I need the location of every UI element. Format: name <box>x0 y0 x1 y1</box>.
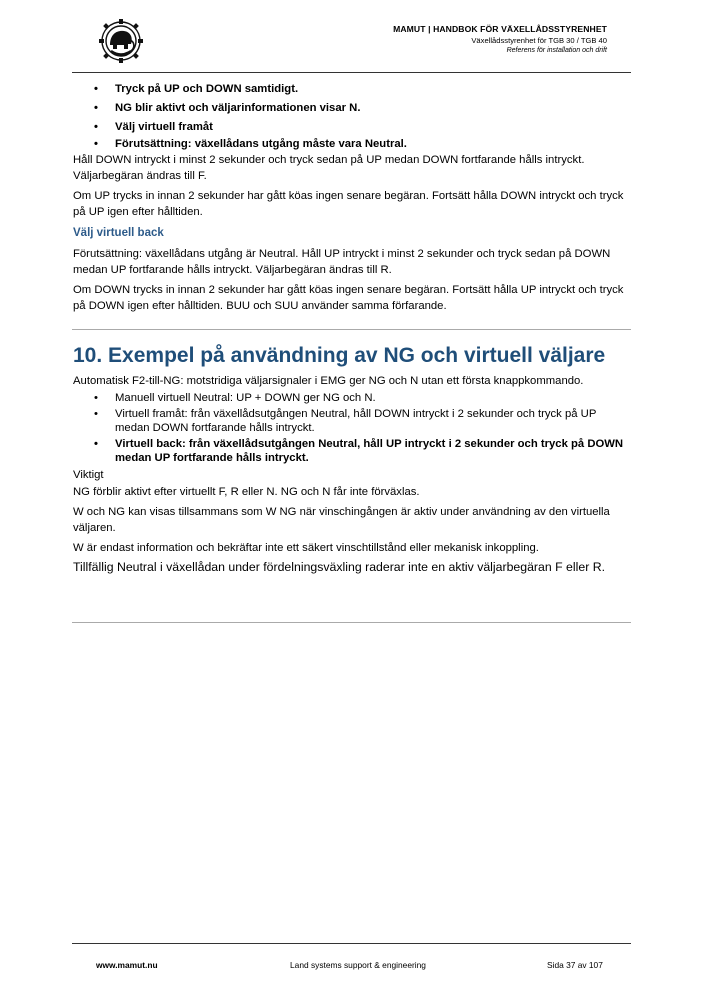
paragraph: NG förblir aktivt efter virtuellt F, R eller N. NG och N får inte förväxlas. <box>73 486 420 498</box>
section-heading: 10. Exempel på användning av NG och virtuell väljare <box>73 344 606 367</box>
list-item: • Manuell virtuell Neutral: UP + DOWN ger NG och N. <box>73 391 630 405</box>
footer-rule <box>72 943 631 944</box>
paragraph: Håll DOWN intryckt i minst 2 sekunder och tryck sedan på UP medan DOWN fortfarande hålls intryckt. Väljarbegäran ändras till F. <box>73 154 585 182</box>
document-subtitle: Växellådsstyrenhet för TGB 30 / TGB 40 <box>471 36 607 45</box>
subheading: Välj virtuell back <box>73 227 164 239</box>
list-item: • Förutsättning: växellådans utgång måste vara Neutral. <box>73 137 630 152</box>
list-item: • Virtuell back: från växellådsutgången Neutral, håll UP intryckt i 2 sekunder och tryck på DOWN medan UP fortfarande hålls intryckt. <box>73 437 630 465</box>
list-item: • Virtuell framåt: från växellådsutgången Neutral, håll DOWN intryckt i 2 sekunder och tryck på UP medan DOWN fortfarande hålls intryckt. <box>73 407 630 435</box>
paragraph: Automatisk F2-till-NG: motstridiga väljarsignaler i EMG ger NG och N utan ett första knappkommando. <box>73 375 584 387</box>
document-reference: Referens för installation och drift <box>506 47 607 54</box>
page-content <box>73 80 630 314</box>
paragraph: W och NG kan visas tillsammans som W NG när vinschingången är aktiv under användning av den virtuella väljaren. <box>73 506 610 534</box>
section-divider <box>72 329 631 330</box>
list-item: • Välj virtuell framåt <box>73 118 630 137</box>
footer-tagline: Land systems support & engineering <box>290 960 426 970</box>
footer-website: www.mamut.nu <box>96 960 158 970</box>
header-rule <box>72 72 631 73</box>
paragraph: W är endast information och bekräftar inte ett säkert vinschtillstånd eller mekanisk inkoppling. <box>73 542 539 554</box>
mammoth-gear-icon <box>95 18 147 64</box>
paragraph: Om DOWN trycks in innan 2 sekunder har gått köas ingen senare begäran. Fortsätt hålla UP intryckt och tryck på DOWN igen efter hålltiden. BUU och SUU använder samma förfarande. <box>73 284 624 312</box>
example-list <box>73 391 630 465</box>
section-10 <box>73 343 630 575</box>
list-item: • Tryck på UP och DOWN samtidigt. <box>73 80 630 99</box>
list-item: • NG blir aktivt och väljarinformationen visar N. <box>73 99 630 118</box>
section-end-rule <box>72 622 631 623</box>
step-list <box>73 80 630 152</box>
page-number: Sida 37 av 107 <box>547 960 603 970</box>
important-label: Viktigt <box>73 469 104 481</box>
paragraph: Förutsättning: växellådans utgång är Neutral. Håll UP intryckt i minst 2 sekunder och tryck sedan på DOWN medan UP fortfarande hålls intryckt. Väljarbegäran ändras till R. <box>73 248 611 276</box>
mamut-logo <box>95 18 147 64</box>
paragraph: Tillfällig Neutral i växellådan under fördelningsväxling raderar inte en aktiv väljarbegäran F eller R. <box>73 560 605 574</box>
document-header <box>393 24 607 55</box>
paragraph: Om UP trycks in innan 2 sekunder har gått köas ingen senare begäran. Fortsätt hålla DOWN intryckt och tryck på UP igen efter hålltiden. <box>73 190 624 218</box>
document-title: MAMUT | HANDBOK FÖR VÄXELLÅDSSTYRENHET <box>393 24 607 34</box>
